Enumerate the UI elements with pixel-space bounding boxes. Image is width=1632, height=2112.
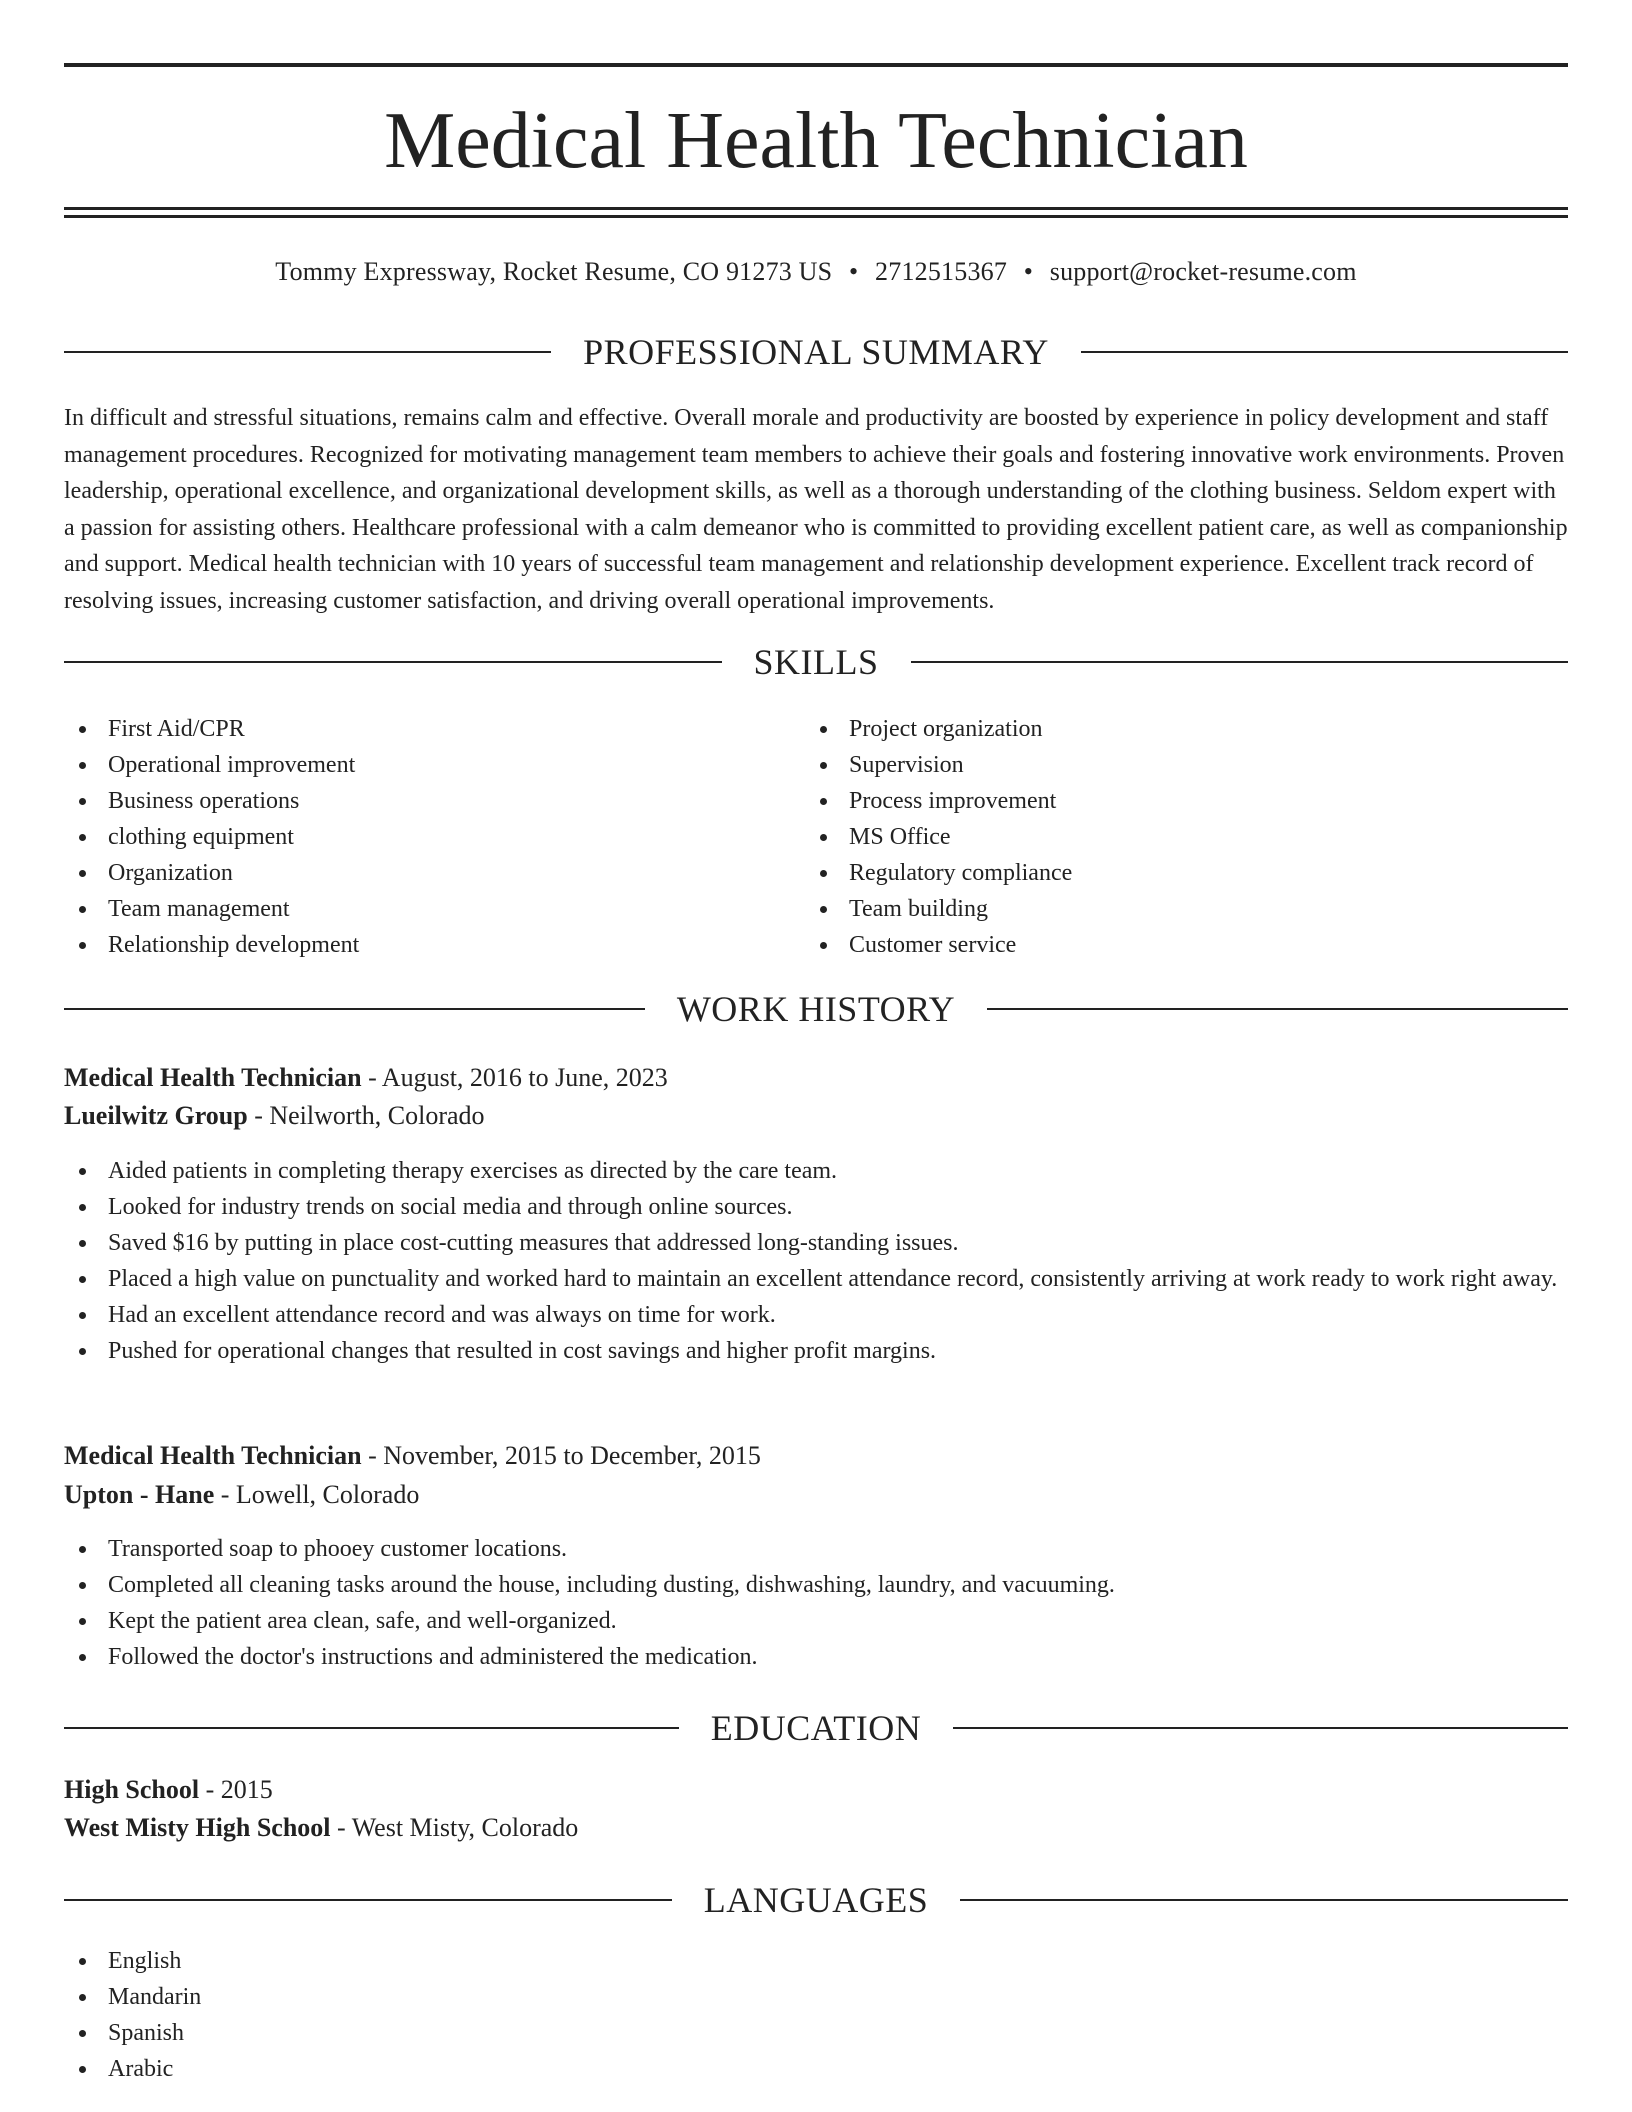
section-title-summary: PROFESSIONAL SUMMARY xyxy=(583,332,1049,372)
section-title-languages: LANGUAGES xyxy=(703,1880,929,1920)
job-title-line xyxy=(64,1438,1568,1474)
section-title-skills: SKILLS xyxy=(753,642,879,682)
section-header-summary xyxy=(64,330,1568,374)
job-title-line xyxy=(64,1060,1568,1096)
double-rule-lower xyxy=(64,215,1568,218)
divider xyxy=(64,661,722,663)
responsibility-item: Followed the doctor's instructions and administered the medication. xyxy=(64,1639,1568,1675)
skills-list-right xyxy=(805,711,1505,963)
job-location: - Lowell, Colorado xyxy=(214,1480,420,1509)
education-degree: High School xyxy=(64,1775,200,1804)
skill-item: Organization xyxy=(64,855,764,891)
divider xyxy=(987,1008,1568,1010)
summary-paragraph: In difficult and stressful situations, remains calm and effective. Overall morale and productivity are boosted by experience in policy development and staff management procedures. Recognized for motivating management team members to achieve their goals and fostering innovative work environments. Proven leadership, operational excellence, and organizational development skills, as well as a thorough understanding of the clothing business. Seldom expert with a passion for assisting others. Healthcare professional with a calm demeanor who is committed to providing excellent patient care, as well as companionship and support. Medical health technician with 10 years of successful team management and relationship development experience. Excellent track record of resolving issues, increasing customer satisfaction, and driving overall operational improvements. xyxy=(64,405,1568,614)
skill-item: Process improvement xyxy=(805,783,1505,819)
responsibility-item: Completed all cleaning tasks around the house, including dusting, dishwashing, laundry, and vacuuming. xyxy=(64,1567,1568,1603)
education-degree-line xyxy=(64,1772,1568,1808)
skill-item: Operational improvement xyxy=(64,747,764,783)
responsibility-item: Had an excellent attendance record and was always on time for work. xyxy=(64,1297,1568,1333)
contact-separator: • xyxy=(849,257,859,286)
divider xyxy=(64,351,551,353)
job-title: Medical Health Technician xyxy=(64,1441,362,1470)
contact-address: Tommy Expressway, Rocket Resume, CO 91273 US xyxy=(275,257,833,286)
responsibility-item: Pushed for operational changes that resulted in cost savings and higher profit margins. xyxy=(64,1333,1568,1369)
education-year: - 2015 xyxy=(199,1775,273,1804)
languages-list xyxy=(64,1943,664,2087)
divider xyxy=(1081,351,1568,353)
section-title-education: EDUCATION xyxy=(710,1708,922,1748)
skill-item: Business operations xyxy=(64,783,764,819)
job-responsibilities xyxy=(64,1153,1568,1369)
skills-list-left xyxy=(64,711,764,963)
skill-item: Regulatory compliance xyxy=(805,855,1505,891)
skill-item: MS Office xyxy=(805,819,1505,855)
section-header-education xyxy=(64,1706,1568,1750)
language-item: Mandarin xyxy=(64,1979,664,2015)
resume-name: Medical Health Technician xyxy=(384,97,1248,185)
divider xyxy=(64,1727,679,1729)
section-title-work: WORK HISTORY xyxy=(676,989,956,1029)
skill-item: Project organization xyxy=(805,711,1505,747)
education-school: West Misty High School xyxy=(64,1813,331,1842)
responsibility-item: Looked for industry trends on social media and through online sources. xyxy=(64,1189,1568,1225)
responsibility-item: Aided patients in completing therapy exercises as directed by the care team. xyxy=(64,1153,1568,1189)
education-location: - West Misty, Colorado xyxy=(330,1813,579,1842)
skill-item: clothing equipment xyxy=(64,819,764,855)
top-rule xyxy=(64,63,1568,67)
divider xyxy=(64,1899,672,1901)
responsibility-item: Saved $16 by putting in place cost-cutting measures that addressed long-standing issues. xyxy=(64,1225,1568,1261)
divider xyxy=(960,1899,1568,1901)
section-header-languages xyxy=(64,1878,1568,1922)
section-header-skills xyxy=(64,640,1568,684)
double-rule-upper xyxy=(64,207,1568,210)
contact-phone: 2712515367 xyxy=(875,257,1008,286)
contact-email: support@rocket-resume.com xyxy=(1049,257,1357,286)
skill-item: Relationship development xyxy=(64,927,764,963)
job-company: Lueilwitz Group xyxy=(64,1101,248,1130)
section-header-work xyxy=(64,987,1568,1031)
education-school-line xyxy=(64,1810,1568,1846)
divider xyxy=(64,1008,645,1010)
job-location: - Neilworth, Colorado xyxy=(247,1101,485,1130)
job-company-line xyxy=(64,1477,1568,1513)
language-item: Spanish xyxy=(64,2015,664,2051)
job-dates: - August, 2016 to June, 2023 xyxy=(361,1063,668,1092)
skill-item: Team management xyxy=(64,891,764,927)
language-item: English xyxy=(64,1943,664,1979)
responsibility-item: Transported soap to phooey customer locations. xyxy=(64,1531,1568,1567)
job-company-line xyxy=(64,1098,1568,1134)
divider xyxy=(953,1727,1568,1729)
skill-item: Customer service xyxy=(805,927,1505,963)
divider xyxy=(911,661,1569,663)
job-title: Medical Health Technician xyxy=(64,1063,362,1092)
skill-item: Supervision xyxy=(805,747,1505,783)
contact-line xyxy=(64,252,1568,292)
job-company: Upton - Hane xyxy=(64,1480,215,1509)
language-item: Arabic xyxy=(64,2051,664,2087)
responsibility-item: Kept the patient area clean, safe, and well-organized. xyxy=(64,1603,1568,1639)
job-dates: - November, 2015 to December, 2015 xyxy=(361,1441,761,1470)
job-responsibilities xyxy=(64,1531,1568,1675)
contact-separator: • xyxy=(1023,257,1034,286)
responsibility-item: Placed a high value on punctuality and worked hard to maintain an excellent attendance record, consistently arriving at work ready to work right away. xyxy=(64,1261,1568,1297)
skill-item: Team building xyxy=(805,891,1505,927)
skill-item: First Aid/CPR xyxy=(64,711,764,747)
